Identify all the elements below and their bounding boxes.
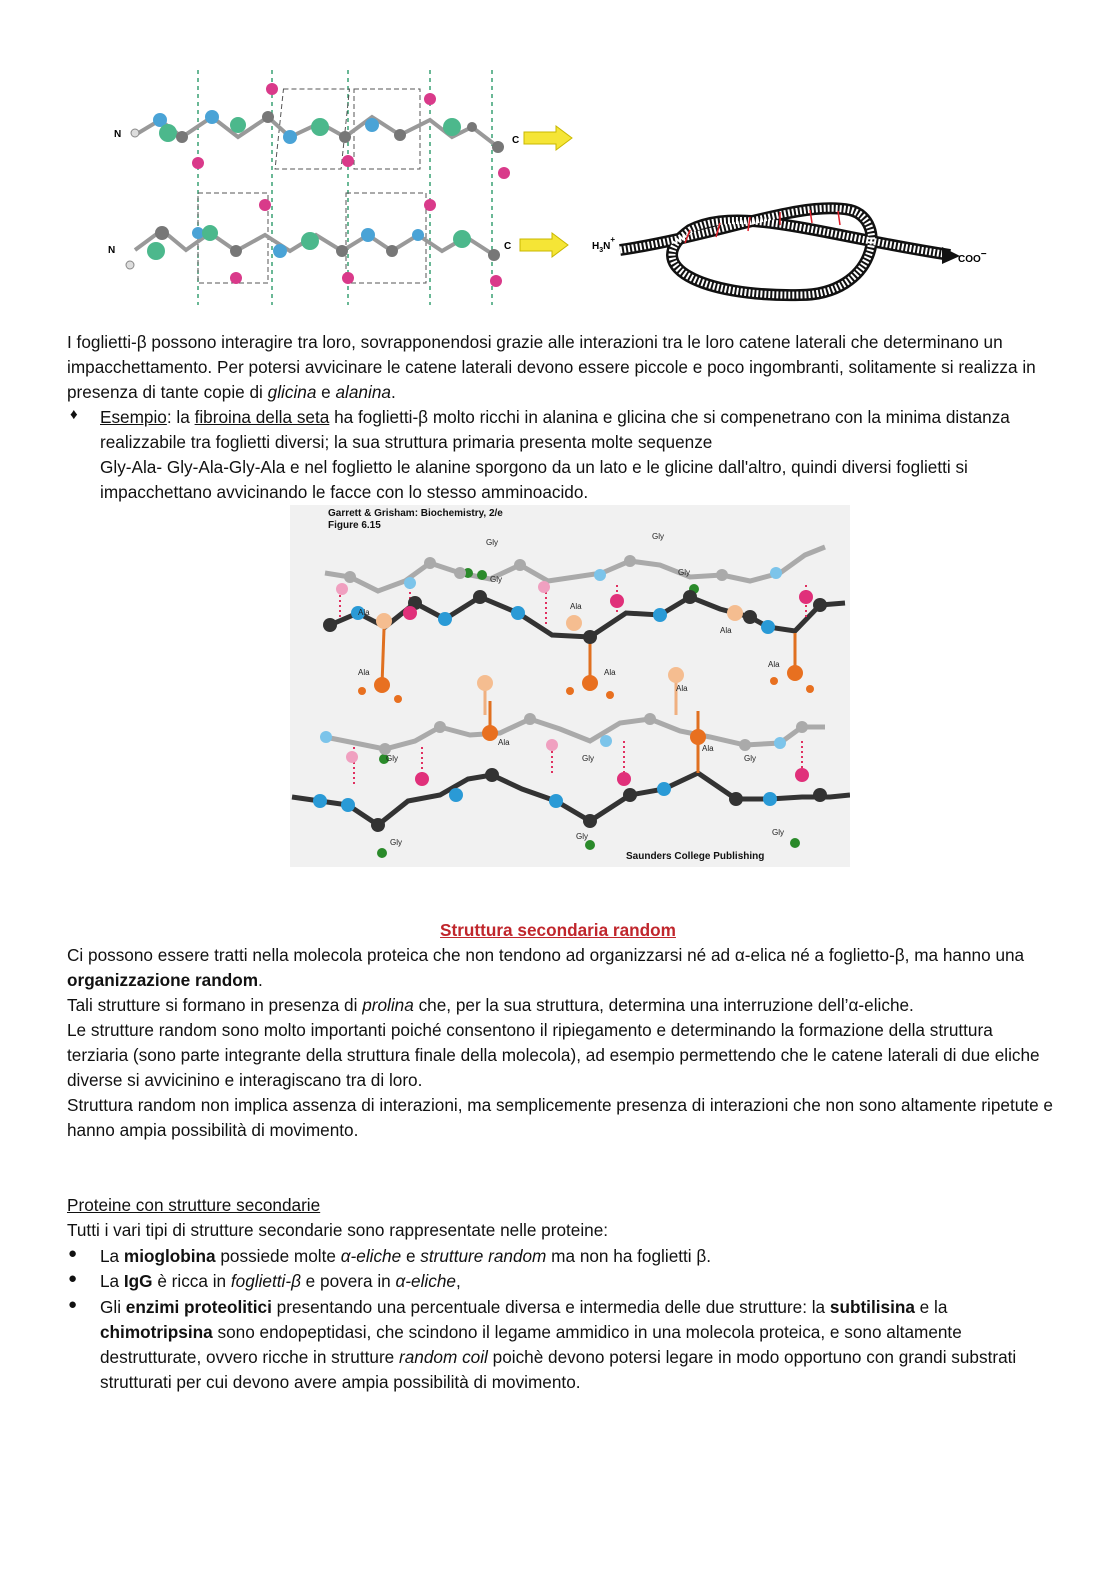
ala-label: Ala (358, 608, 370, 617)
bullet-icon: ● (68, 1296, 78, 1313)
gly-label: Gly (486, 538, 498, 547)
gly-label: Gly (490, 575, 502, 584)
ala-label: Ala (604, 668, 616, 677)
arrow-icon (520, 233, 568, 257)
example-paragraph: Esempio: la fibroina della seta ha foglietti-β molto ricchi in alanina e glicina che si compenetrano con la minima distanza realizzabile tra foglietti diversi; la sua struttura primaria presenta molte sequenze Gly-Ala- Gly-Ala-Gly-Ala e nel foglietto le alanine sporgono da un lato e le glicine dall'altro, quindi diversi foglietti si impacchettano avvicinando le facce con lo stesso amminoacido. (100, 407, 1010, 502)
ala-label: Ala (676, 684, 688, 693)
diamond-bullet-icon: ♦ (70, 406, 78, 423)
gly-label: Gly (386, 754, 398, 763)
gly-label: Gly (652, 532, 664, 541)
ala-label: Ala (768, 660, 780, 669)
bullet-icon: ● (68, 1245, 78, 1262)
list-item: La mioglobina possiede molte α-eliche e strutture random ma non ha foglietti β. (100, 1246, 712, 1266)
atom-spheres (126, 83, 510, 287)
ala-label: Ala (702, 744, 714, 753)
arrow-icon (524, 126, 572, 150)
ala-label: Ala (720, 626, 732, 635)
figure-caption: Garrett & Grisham: Biochemistry, 2/e Figure 6.15 (328, 508, 503, 531)
h3n-label: $H_3N^+$ (592, 235, 616, 254)
c-terminal-label: C (512, 135, 520, 146)
ala-label: Ala (498, 738, 510, 747)
proteins-intro: Tutti i vari tipi di strutture secondarie sono rappresentate nelle proteine: (67, 1220, 609, 1240)
list-item: Gli enzimi proteolitici presentando una percentuale diversa e intermedia delle due strutture: la subtilisina e la chimotripsina sono endopeptidasi, che scindono il legame ammidico in una molecola proteica, e sono altamente destrutturate, ovvero ricche in strutture random coil poichè devono potersi legare in modo opportuno con grandi substrati strutturati per cui devono avere ampia possibilità di movimento. (100, 1297, 1017, 1392)
random-paragraph: Ci possono essere tratti nella molecola proteica che non tendono ad organizzarsi né ad α-elica né a foglietto-β, ma hanno una organizzazione random. Tali strutture si formano in presenza di prolina che, per la sua struttura, determina una interruzione dell’α-eliche. Le strutture random sono molto importanti poiché consentono il ripiegamento e determinando la formazione della struttura terziaria (sono parte integrante della struttura finale della molecola), ad esempio permettendo che le catene laterali di due eliche diverse si avvicinino e interagiscano tra di loro. Struttura random non implica assenza di interazioni, ma semplicemente presenza di interazioni che non sono altamente ripetute e hanno ampia possibilità di movimento. (67, 945, 1053, 1140)
gly-label: Gly (678, 568, 690, 577)
coo-label: COO− (958, 249, 987, 265)
n-terminal-label-2: N (108, 245, 116, 256)
gly-label: Gly (772, 828, 784, 837)
list-item: La IgG è ricca in foglietti-β e povera in α-eliche, (100, 1271, 461, 1291)
beta-sheet-figure (100, 65, 1000, 310)
section-title-random: Struttura secondaria random (440, 920, 676, 940)
fibroin-diagram (290, 505, 850, 867)
publisher-label: Saunders College Publishing (626, 851, 765, 862)
n-terminal-label: N (114, 129, 122, 140)
section-title-proteins: Proteine con strutture secondarie (67, 1195, 321, 1215)
ala-label: Ala (358, 668, 370, 677)
gly-label: Gly (582, 754, 594, 763)
gly-label: Gly (576, 832, 588, 841)
gly-label: Gly (390, 838, 402, 847)
paragraph-beta-sheets: I foglietti-β possono interagire tra loro, sovrapponendosi grazie alle interazioni tra le loro catene laterali che determinano un impacchettamento. Per potersi avvicinare le catene laterali devono essere piccole e poco ingombranti, solitamente si realizza in presenza di tante copie di glicina e alanina. (67, 332, 1036, 402)
ala-label: Ala (570, 602, 582, 611)
bullet-icon: ● (68, 1270, 78, 1287)
c-terminal-label-2: C (504, 241, 512, 252)
ribbon-hairpin (620, 208, 960, 295)
fibroin-figure (290, 505, 850, 867)
gly-label: Gly (744, 754, 756, 763)
